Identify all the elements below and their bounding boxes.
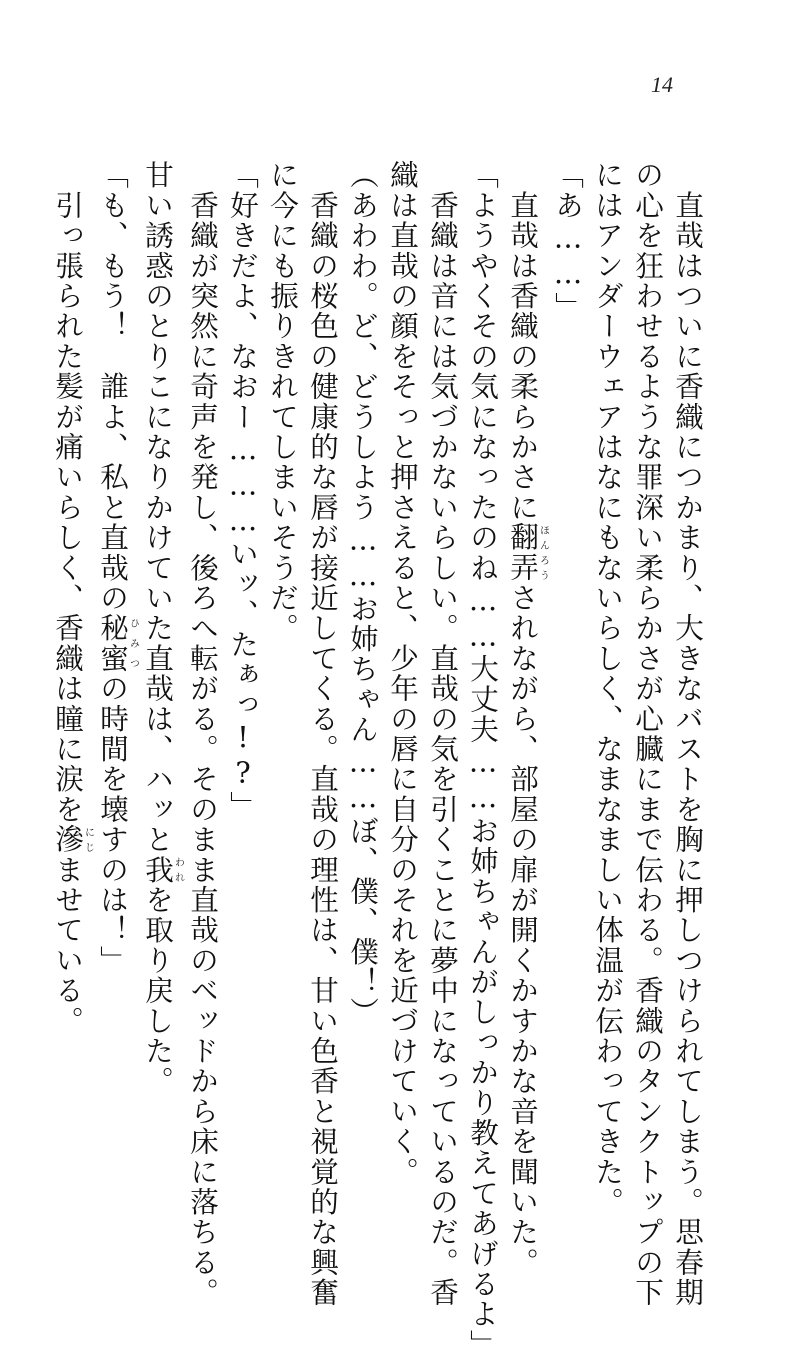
furigana-reading: われ (172, 854, 184, 885)
text-line: に今にも振りきれてしまいそうだ。 (266, 160, 300, 644)
furigana-reading: ほんろう (537, 522, 549, 583)
text-line: 引っ張られた髪が痛いらしく、香織は瞳に涙を滲にじませている。 (51, 160, 94, 1036)
furigana-nijimu: 滲にじ (51, 824, 94, 855)
text-line: 直哉はついに香織につかまり、大きなバストを胸に押しつけられてしまう。思春期 (671, 160, 705, 1308)
text-line: の心を狂わせるような罪深い柔らかさが心臓にまで伝わる。香織のタンクトップの下 (631, 160, 665, 1308)
text-line: 香織は音には気づかないらしい。直哉の気を引くことに夢中になっているのだ。香 (426, 160, 460, 1308)
furigana-reading: ひみつ (127, 613, 139, 674)
text-line: 「あ……」 (551, 160, 585, 322)
text-line: 香織が突然に奇声を発し、後ろへ転がる。そのまま直哉のベッドから床に落ちる。 (186, 160, 220, 1308)
furigana-reading: にじ (82, 824, 94, 855)
text-line: 「ようやくその気になったのね……大丈夫……お姉ちゃんがしっかり教えてあげるよ」 (466, 160, 500, 1359)
text-line: にはアンダーウェアはなにもないらしく、なまなましい体温が伝わってきた。 (591, 160, 625, 1217)
text-line: （あわわ。ど、どうしよう……お姉ちゃん……ぼ、僕、僕！） (346, 160, 380, 1028)
body-text (48, 160, 708, 1359)
furigana-ware: 我われ (141, 854, 184, 885)
furigana-honrou: 翻弄ほんろう (506, 522, 549, 583)
text-line: 甘い誘惑のとりこになりかけていた直哉は、ハッと我われを取り戻した。 (141, 160, 184, 1097)
text-line: 織は直哉の顔をそっと押さえると、少年の唇に自分のそれを近づけていく。 (386, 160, 420, 1187)
page-number: 14 (651, 72, 673, 97)
text-line: 香織の桜色の健康的な唇が接近してくる。直哉の理性は、甘い色香と視覚的な興奮 (306, 160, 340, 1308)
text-line: 「好きだよ、なおー………いッ、たぁっ!?」 (226, 160, 260, 822)
text-line: 「も、もう！ 誰よ、私と直哉の秘蜜ひみつの時間を壊すのは！」 (96, 160, 139, 976)
furigana-himitsu: 秘蜜ひみつ (96, 613, 139, 674)
text-line: 直哉は香織の柔らかさに翻弄ほんろうされながら、部屋の扉が開くかすかな音を聞いた。 (506, 160, 549, 1278)
